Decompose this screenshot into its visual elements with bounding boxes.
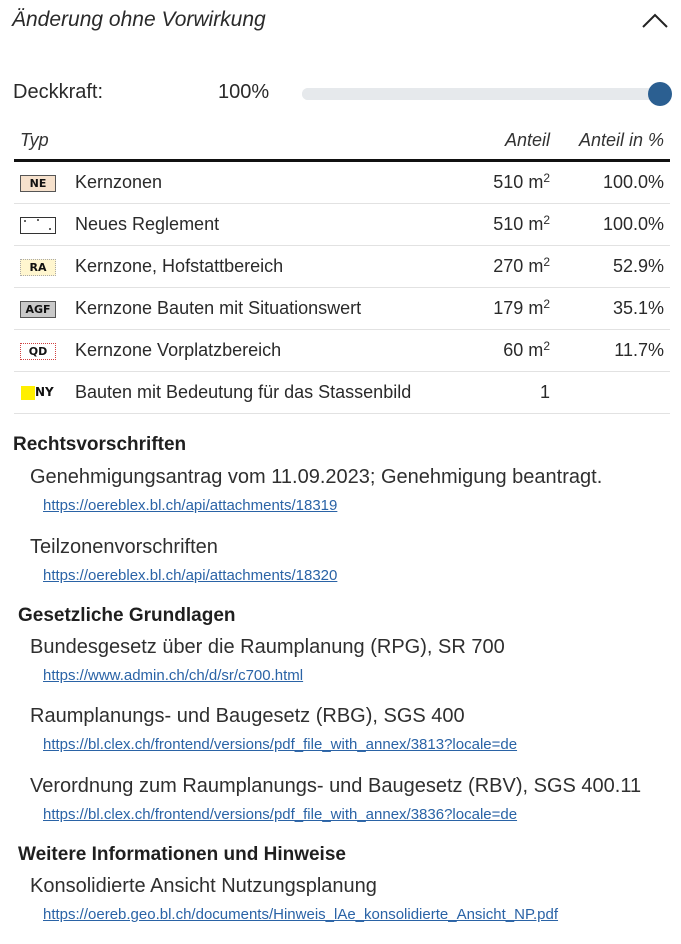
legend-row bbox=[14, 330, 670, 372]
legend-symbol-qd: QD bbox=[20, 343, 56, 360]
legend-symbol-ra: RA bbox=[20, 259, 56, 276]
row-anteil: 270 $m^2$ bbox=[493, 255, 550, 276]
row-pct: 100.0% bbox=[602, 172, 664, 192]
row-pct: 100.0% bbox=[602, 214, 664, 234]
section-heading-gesetzliche-grundlagen: Gesetzliche Grundlagen bbox=[18, 605, 236, 626]
row-label: Kernzone Vorplatzbereich bbox=[75, 340, 282, 360]
legend-symbol-ne: NE bbox=[20, 175, 56, 192]
legend-symbol-ny bbox=[20, 385, 56, 402]
row-pct: 35.1% bbox=[612, 298, 664, 318]
document-link[interactable]: https://bl.clex.ch/frontend/versions/pdf_file_with_annex/3813?locale=de bbox=[43, 736, 518, 753]
document-title: Verordnung zum Raumplanungs- und Baugesetz (RBV), SGS 400.11 bbox=[30, 775, 642, 797]
ny-color-block bbox=[21, 386, 35, 400]
opacity-slider-thumb[interactable] bbox=[648, 82, 672, 106]
legend-row bbox=[14, 162, 670, 204]
legend-row bbox=[14, 204, 670, 246]
section-heading-rechtsvorschriften: Rechtsvorschriften bbox=[13, 434, 187, 455]
opacity-slider[interactable] bbox=[302, 88, 662, 100]
header-anteil: Anteil bbox=[504, 130, 550, 150]
document-link[interactable]: https://bl.clex.ch/frontend/versions/pdf_file_with_annex/3836?locale=de bbox=[43, 806, 518, 823]
legend-row bbox=[14, 246, 670, 288]
opacity-label: Deckkraft: bbox=[13, 81, 104, 103]
chevron-up-icon[interactable] bbox=[640, 8, 670, 32]
row-pct: 11.7% bbox=[614, 340, 664, 360]
legend-row bbox=[14, 372, 670, 414]
panel-title: Änderung ohne Vorwirkung bbox=[12, 8, 266, 31]
ny-code: NY bbox=[35, 385, 54, 399]
document-link[interactable]: https://www.admin.ch/ch/d/sr/c700.html bbox=[43, 667, 304, 684]
row-anteil: 179 $m^2$ bbox=[493, 297, 550, 318]
legend-table bbox=[14, 124, 670, 414]
section-heading-weitere-informationen: Weitere Informationen und Hinweise bbox=[18, 844, 346, 865]
opacity-control bbox=[0, 76, 681, 110]
row-label: Neues Reglement bbox=[75, 214, 220, 234]
document-link[interactable]: https://oereblex.bl.ch/api/attachments/18320 bbox=[43, 567, 338, 584]
row-anteil: 510 $m^2$ bbox=[493, 171, 550, 192]
document-title: Bundesgesetz über die Raumplanung (RPG), SR 700 bbox=[30, 636, 505, 658]
row-label: Bauten mit Bedeutung für das Stassenbild bbox=[75, 382, 412, 402]
opacity-slider-fill bbox=[302, 88, 662, 100]
legend-symbol-agf: AGF bbox=[20, 301, 56, 318]
legend-row bbox=[14, 288, 670, 330]
opacity-value: 100% bbox=[218, 81, 270, 103]
row-pct: 52.9% bbox=[612, 256, 664, 276]
legend-symbol-neues-reglement bbox=[20, 217, 56, 234]
header-typ: Typ bbox=[20, 130, 49, 150]
legend-header bbox=[14, 124, 670, 162]
row-anteil: 1 bbox=[539, 382, 550, 402]
row-label: Kernzonen bbox=[75, 172, 163, 192]
document-title: Konsolidierte Ansicht Nutzungsplanung bbox=[30, 875, 377, 897]
document-title: Teilzonenvorschriften bbox=[30, 536, 218, 558]
header-anteil-pct: Anteil in % bbox=[578, 130, 664, 150]
document-link[interactable]: https://oereblex.bl.ch/api/attachments/18319 bbox=[43, 497, 338, 514]
row-label: Kernzone Bauten mit Situationswert bbox=[75, 298, 362, 318]
document-link[interactable]: https://oereb.geo.bl.ch/documents/Hinweis_lAe_konsolidierte_Ansicht_NP.pdf bbox=[43, 906, 559, 923]
document-title: Raumplanungs- und Baugesetz (RBG), SGS 400 bbox=[30, 705, 465, 727]
row-anteil: 60 $m^2$ bbox=[503, 339, 550, 360]
row-label: Kernzone, Hofstattbereich bbox=[75, 256, 284, 276]
document-title: Genehmigungsantrag vom 11.09.2023; Genehmigung beantragt. bbox=[30, 466, 603, 488]
panel-header[interactable] bbox=[0, 0, 681, 44]
row-anteil: 510 $m^2$ bbox=[493, 213, 550, 234]
